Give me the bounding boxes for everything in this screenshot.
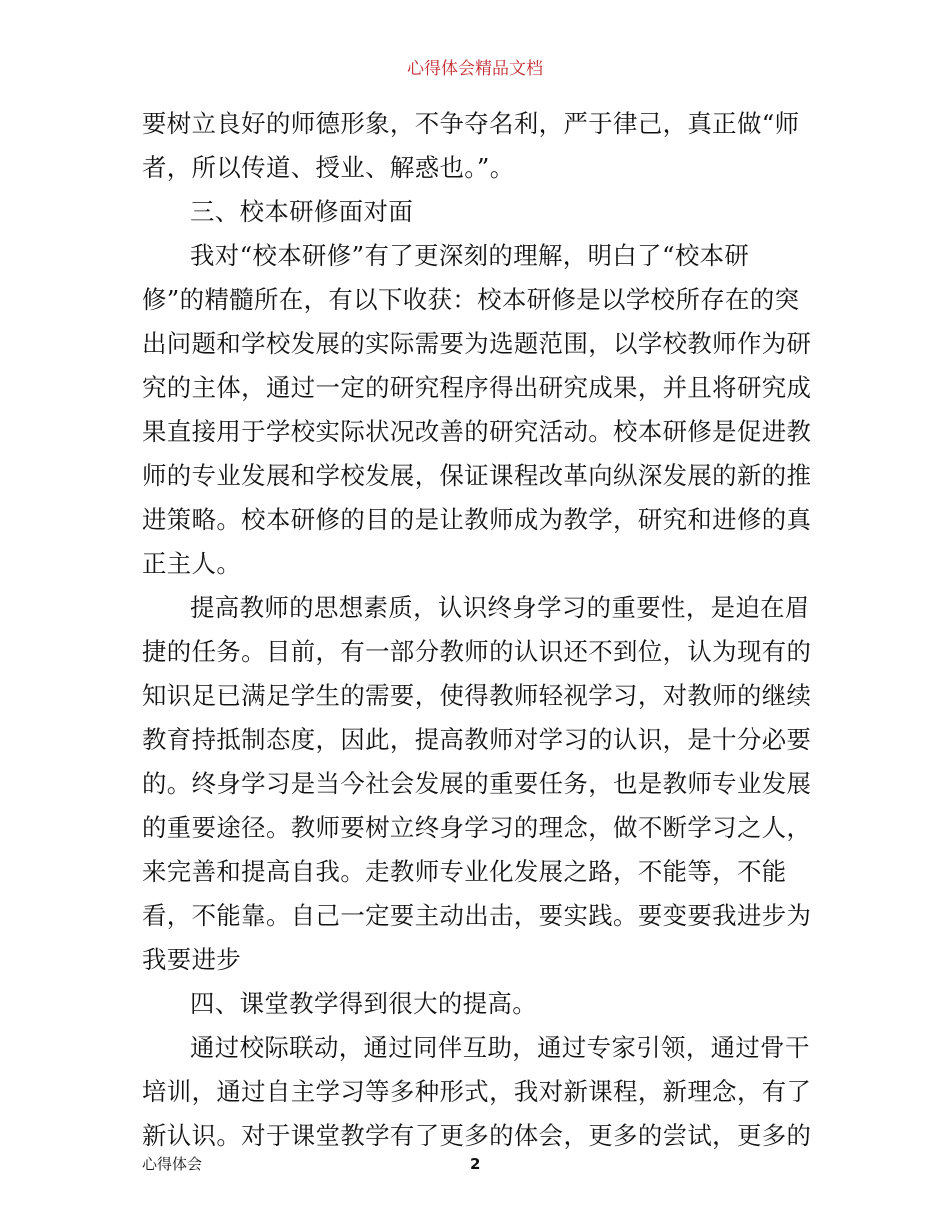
text-line: 的重要途径。教师要树立终身学习的理念，做不断学习之人， bbox=[142, 813, 812, 842]
text-line: 者，所以传道、授业、解惑也。”。 bbox=[142, 153, 515, 182]
text-line: 通过校际联动，通过同伴互助，通过专家引领，通过骨干 bbox=[190, 1033, 810, 1062]
text-line: 新认识。对于课堂教学有了更多的体会，更多的尝试，更多的 bbox=[142, 1121, 812, 1150]
text-line: 出问题和学校发展的实际需要为选题范围，以学校教师作为研 bbox=[142, 329, 812, 358]
page-header-title: 心得体会精品文档 bbox=[407, 59, 543, 79]
text-line: 师的专业发展和学校发展，保证课程改革向纵深发展的新的推 bbox=[142, 461, 812, 490]
text-line: 我要进步 bbox=[142, 945, 242, 974]
page-footer bbox=[0, 1152, 950, 1176]
text-line: 究的主体，通过一定的研究程序得出研究成果，并且将研究成 bbox=[142, 373, 812, 402]
footer-label: 心得体会 bbox=[142, 1155, 203, 1173]
section-heading: 四、课堂教学得到很大的提高。 bbox=[190, 989, 538, 1018]
text-line: 要树立良好的师德形象，不争夺名利，严于律己，真正做“师 bbox=[142, 109, 800, 138]
text-line: 知识足已满足学生的需要，使得教师轻视学习，对教师的继续 bbox=[142, 681, 812, 710]
text-line: 提高教师的思想素质，认识终身学习的重要性，是迫在眉 bbox=[190, 593, 810, 622]
text-line: 看，不能靠。自己一定要主动出击，要实践。要变要我进步为 bbox=[142, 901, 812, 930]
text-line: 修”的精髓所在，有以下收获：校本研修是以学校所存在的突 bbox=[142, 285, 800, 314]
text-line: 来完善和提高自我。走教师专业化发展之路，不能等，不能 bbox=[142, 857, 787, 886]
text-line: 进策略。校本研修的目的是让教师成为教学，研究和进修的真 bbox=[142, 505, 812, 534]
text-line: 我对“校本研修”有了更深刻的理解，明白了“校本研 bbox=[190, 241, 750, 270]
text-line: 教育持抵制态度，因此，提高教师对学习的认识，是十分必要 bbox=[142, 725, 812, 754]
text-line: 培训，通过自主学习等多种形式，我对新课程，新理念，有了 bbox=[142, 1077, 812, 1106]
text-line: 正主人。 bbox=[142, 549, 242, 578]
section-heading: 三、校本研修面对面 bbox=[190, 197, 414, 226]
text-line: 捷的任务。目前，有一部分教师的认识还不到位，认为现有的 bbox=[142, 637, 812, 666]
text-line: 的。终身学习是当今社会发展的重要任务，也是教师专业发展 bbox=[142, 769, 812, 798]
page-number: 2 bbox=[470, 1155, 481, 1173]
text-line: 果直接用于学校实际状况改善的研究活动。校本研修是促进教 bbox=[142, 417, 812, 446]
